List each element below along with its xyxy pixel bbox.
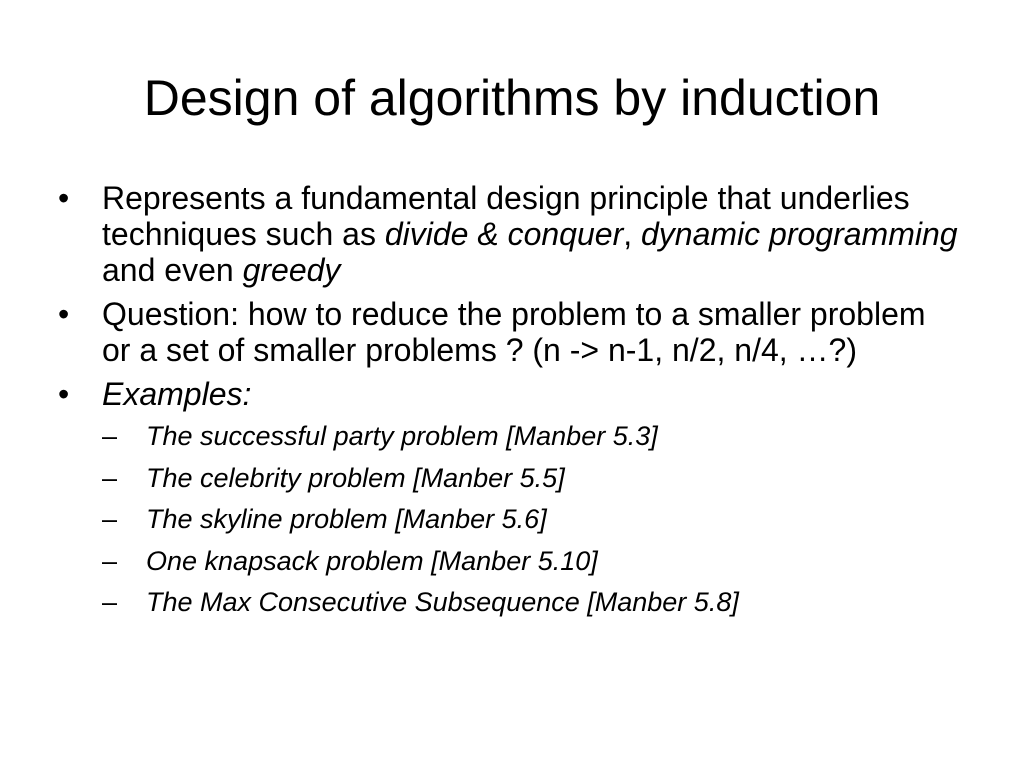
sub-bullet-text: The successful party problem [Manber 5.3]: [146, 421, 658, 451]
sub-bullet-item: [102, 586, 958, 618]
bullet-item: [58, 296, 958, 368]
sub-bullet-marker: –: [102, 421, 118, 451]
sub-bullet-text: The skyline problem [Manber 5.6]: [146, 504, 547, 534]
bullet-text-emphasis: divide & conquer: [384, 216, 624, 252]
sub-bullet-item: [102, 503, 958, 535]
sub-bullet-marker: –: [102, 587, 118, 617]
sub-bullet-text: The Max Consecutive Subsequence [Manber 5.8]: [146, 587, 739, 617]
sub-bullet-list: [102, 420, 958, 618]
slide-title: Design of algorithms by induction: [143, 70, 881, 126]
sub-bullet-marker: –: [102, 545, 118, 576]
sub-bullet-text: One knapsack problem [Manber 5.10]: [146, 545, 598, 576]
bullet-text-emphasis: greedy: [242, 252, 341, 288]
bullet-marker: •: [58, 180, 70, 216]
bullet-text-segment: and even: [102, 252, 243, 288]
bullet-text-segment: Represents a fundamental design principle that underlies techniques such as: [102, 180, 910, 252]
bullet-text: Question: how to reduce the problem to a smaller problem or a set of smaller problems ? (n -> n-1, n/2, n/4, …?): [102, 296, 926, 368]
bullet-list: [58, 180, 958, 628]
bullet-item: [58, 180, 958, 288]
sub-bullet-item: [102, 545, 958, 577]
sub-bullet-item: [102, 420, 958, 452]
bullet-text-emphasis: dynamic programming: [641, 216, 958, 252]
sub-bullet-marker: –: [102, 504, 118, 534]
sub-bullet-item: [102, 462, 958, 494]
bullet-text: Examples:: [102, 376, 252, 412]
bullet-text-segment: ,: [623, 216, 641, 252]
bullet-marker: •: [58, 376, 70, 412]
sub-bullet-text: The celebrity problem [Manber 5.5]: [146, 462, 565, 493]
bullet-item: [58, 376, 958, 618]
sub-bullet-marker: –: [102, 462, 118, 493]
bullet-marker: •: [58, 296, 70, 332]
bullet-text: [102, 180, 958, 288]
